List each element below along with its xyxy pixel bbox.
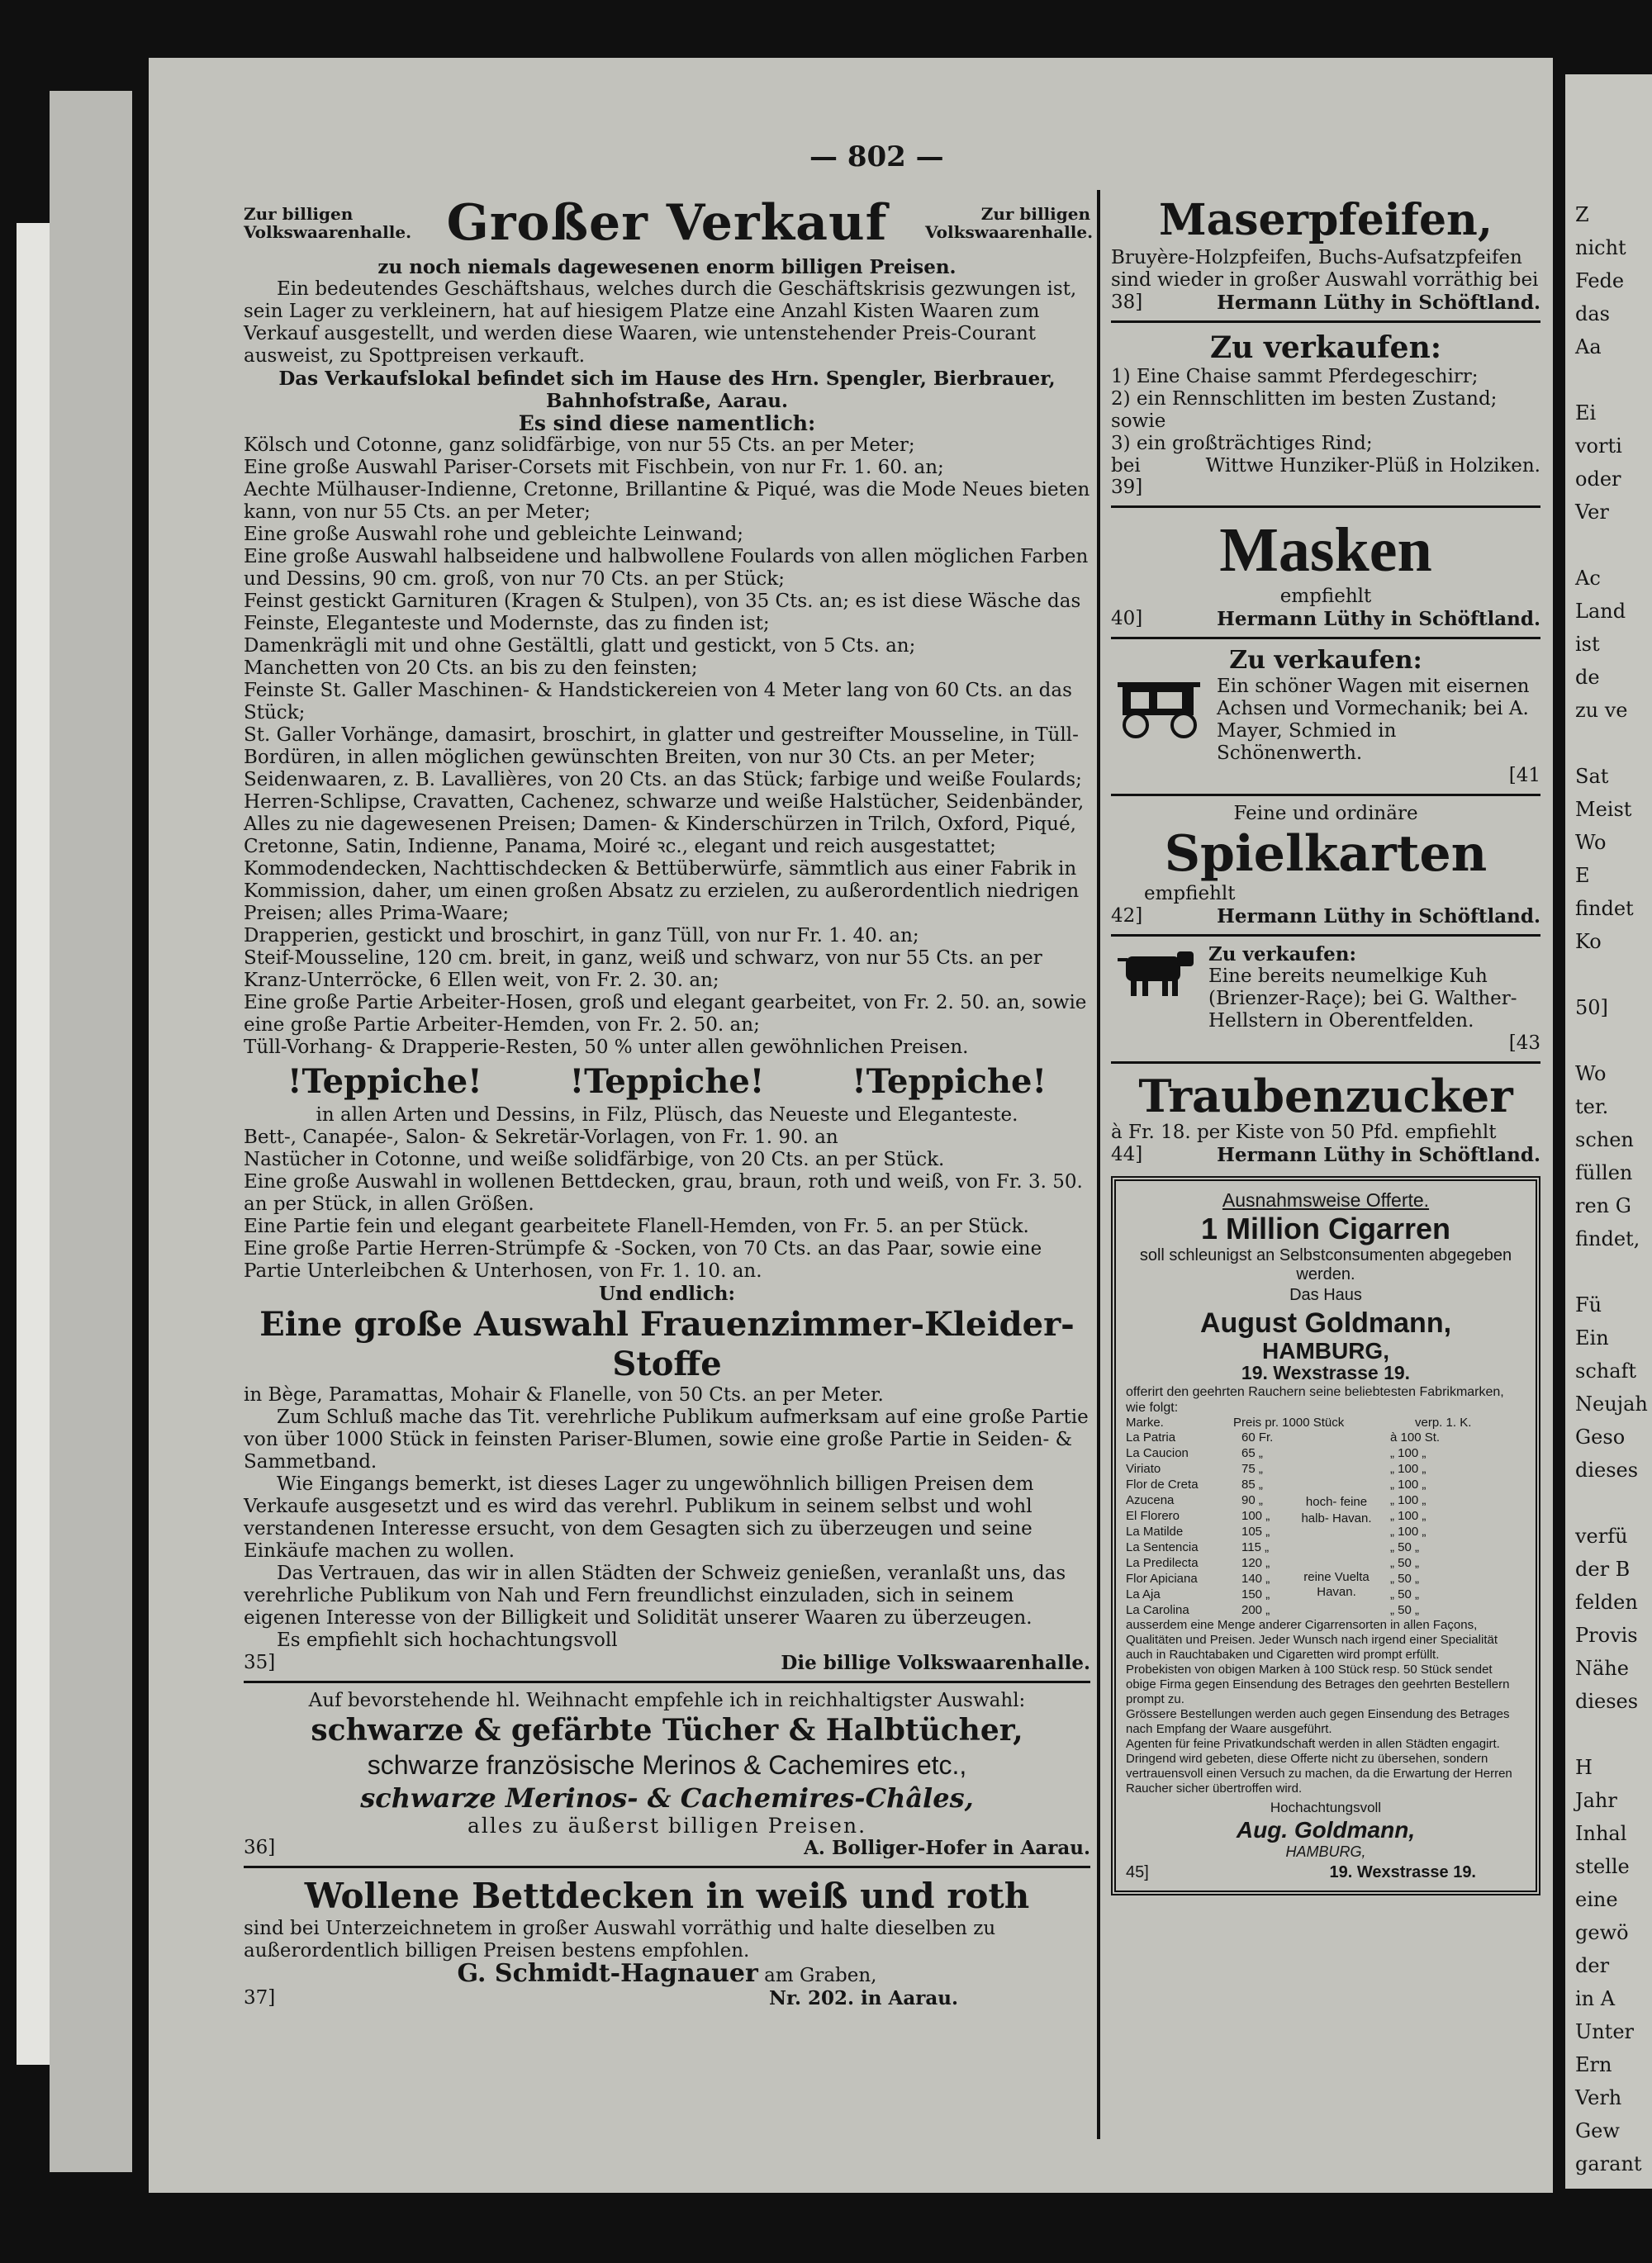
ad-number: 42]: [1111, 905, 1143, 927]
table-row: [1126, 1461, 1526, 1477]
table-cell: 75 „: [1241, 1462, 1263, 1476]
next-page-fragment: Neujah: [1575, 1392, 1648, 1416]
ad36-intro: Auf bevorstehende hl. Weihnacht empfehle ich in reichhaltigster Auswahl:: [308, 1690, 1026, 1711]
list-item: Damenkrägli mit und ohne Gestältli, glatt und gestickt, von 5 Cts. an;: [244, 635, 916, 657]
next-page-fragment: [1570, 1024, 1652, 1057]
next-page-fragment: ist: [1575, 633, 1600, 656]
ad43-heading: Zu verkaufen:: [1208, 943, 1356, 965]
table-cell: „ 50 „: [1390, 1572, 1420, 1586]
ad35-location: Das Verkaufslokal befindet sich im Hause des Hrn. Spengler, Bierbrauer, Bahnhofstraße, Aarau.: [278, 368, 1056, 412]
table-cell: „ 100 „: [1390, 1446, 1427, 1460]
ad45-sig-city: HAMBURG,: [1285, 1843, 1366, 1860]
ad39-heading: Zu verkaufen:: [1209, 330, 1442, 365]
stoffe-heading: Eine große Auswahl Frauenzimmer-Kleider-Stoffe: [259, 1305, 1075, 1383]
ad44-signature: Hermann Lüthy in Schöftland.: [1217, 1144, 1540, 1166]
table-cell: La Sentencia: [1126, 1540, 1199, 1554]
ad40-heading: Masken: [1219, 515, 1432, 585]
ad45-offer: Ausnahmsweise Offerte.: [1222, 1189, 1430, 1211]
next-page-fragment: zu ve: [1575, 699, 1628, 722]
list-item: Kölsch und Cotonne, ganz solidfärbige, von nur 55 Cts. an per Meter;: [244, 434, 915, 456]
next-page-fragment: Verh: [1575, 2086, 1622, 2109]
list-item: Kranz-Unterröcke, 6 Ellen weit, von Fr. 2. 30. an;: [244, 970, 719, 991]
next-page-fragment: Fü: [1575, 1293, 1602, 1317]
list-item: Eine große Partie Herren-Strümpfe & -Socken, von 70 Cts. an das Paar, sowie eine Partie Unterleibchen & Unterhosen, von Fr. 1. 10. an.: [244, 1238, 1042, 1282]
list-item: Kommodendecken, Nachttischdecken & Bettüberwürfe, sämmtlich aus einer Fabrik in Kommission, daher, um einen großen Absatz zu erzielen, zu außerordentlich niedrigen Preisen; alles Prima-Waare;: [244, 858, 1080, 924]
table-row: [1126, 1555, 1526, 1571]
ad39-sig-row: [1111, 455, 1540, 477]
teppiche-label: !Teppiche!: [287, 1062, 482, 1101]
table-cell: Viriato: [1126, 1462, 1161, 1476]
table-cell: „ 50 „: [1390, 1603, 1420, 1617]
table-header-cell: verp. 1. K.: [1415, 1416, 1472, 1430]
table-row: [1126, 1477, 1526, 1492]
list-item: Eine Partie fein und elegant gearbeitete Flanell-Hemden, von Fr. 5. an per Stück.: [244, 1216, 1029, 1237]
next-page-fragment: Jahr: [1575, 1789, 1617, 1812]
ad45-city: HAMBURG,: [1262, 1338, 1389, 1364]
ad35-signature: Die billige Volkswaarenhalle.: [781, 1652, 1090, 1674]
ad45-street: 19. Wexstrasse 19.: [1241, 1362, 1411, 1383]
next-page-fragment: ter.: [1575, 1095, 1609, 1118]
ad41-text: Ein schöner Wagen mit eisernen Achsen und Vormechanik; bei A. Mayer, Schmied in Schönenwerth.: [1217, 676, 1530, 764]
table-row: [1126, 1540, 1526, 1555]
next-page-fragment: dieses: [1575, 1690, 1639, 1713]
list-item: Aechte Mülhauser-Indienne, Cretonne, Brillantine & Piqué, was die Mode Neues bieten kann, von nur 55 Cts. an per Meter;: [244, 479, 1090, 523]
table-cell: Flor Apiciana: [1126, 1572, 1198, 1586]
ad45-text: Agenten für feine Privatkundschaft werden in allen Städten engagirt.: [1126, 1737, 1500, 1751]
left-column: [244, 190, 1094, 2009]
next-page-fragment: E: [1575, 864, 1590, 887]
ad44-heading: Traubenzucker: [1138, 1070, 1513, 1122]
next-page-fragment: der B: [1575, 1558, 1631, 1581]
teppiche-heading: [244, 1062, 1090, 1101]
next-page-fragment: nicht: [1575, 236, 1626, 259]
ad-number: 40]: [1111, 608, 1143, 629]
list-item: Drapperien, gestickt und broschirt, in ganz Tüll, von nur Fr. 1. 40. an;: [244, 925, 919, 946]
ad43-text: Eine bereits neumelkige Kuh (Brienzer-Raçe); bei G. Walther-Hellstern in Oberentfelden.: [1208, 965, 1517, 1032]
next-page-fragment: felden: [1575, 1591, 1638, 1614]
closing-paragraph: Das Vertrauen, das wir in allen Städten der Schweiz genießen, veranlaßt uns, das verehrliche Publikum von Nah und Fern freundlichst einzuladen, sich in seinem eigenen Interesse von der Billigkeit und Solidität unserer Waaren zu überzeugen.: [244, 1563, 1066, 1629]
ad45-title: 1 Million Cigarren: [1200, 1212, 1451, 1245]
table-cell: 105 „: [1241, 1525, 1270, 1539]
ad44-footer: [1111, 1144, 1540, 1166]
ad-number: 36]: [244, 1837, 276, 1858]
next-page-fragment: Ac: [1575, 567, 1601, 590]
list-item: St. Galler Vorhänge, damasirt, broschirt, in glatter und gestreifter Mousseline, in Tüll-Bordüren, in allen möglichen gewünschten Breiten, von nur 30 Cts. an per Meter;: [244, 724, 1079, 768]
next-page-fragment: stelle: [1575, 1855, 1630, 1878]
next-page-fragment: Ei: [1575, 401, 1597, 425]
brace-upper: hoch- feine halb- Havan.: [1301, 1495, 1372, 1525]
next-page-fragment: Land: [1575, 600, 1626, 623]
und-endlich: Und endlich:: [599, 1283, 735, 1305]
ad36-line: schwarze Merinos- & Cachemires-Châles,: [360, 1782, 974, 1814]
ad35-item-list: [244, 434, 1090, 1059]
list-item: Herren-Schlipse, Cravatten, Cachenez, schwarze und weiße Halstücher, Seidenbänder, Alles zu nie dagewesenen Preisen; Damen- & Kinderschürzen in Trilch, Oxford, Piqué, Cretonne, Satin, Indienne, Panama, Moiré ꝛc., elegant und reich ausgestattet;: [244, 791, 1085, 857]
table-cell: 90 „: [1241, 1493, 1263, 1507]
next-page-fragment: Provis: [1575, 1624, 1638, 1647]
page-number: — 802 —: [809, 140, 944, 173]
ad45-intro: offerirt den geehrten Rauchern seine beliebtesten Fabrikmarken, wie folgt:: [1126, 1385, 1504, 1415]
ad42-footer: [1111, 905, 1540, 927]
next-page-fragment: Wo: [1575, 831, 1607, 854]
brace-lower: reine Vuelta Havan.: [1303, 1570, 1370, 1599]
next-page-fragment: Ko: [1575, 930, 1602, 953]
table-cell: „ 100 „: [1390, 1525, 1427, 1539]
table-cell: Flor de Creta: [1126, 1478, 1199, 1492]
next-page-fragment: Ein: [1575, 1326, 1609, 1350]
ad38-heading: Maserpfeifen,: [1159, 195, 1493, 245]
ad37-address: Nr. 202. in Aarau.: [768, 1987, 958, 2009]
next-page-fragment: Nähe: [1575, 1657, 1629, 1680]
table-cell: 150 „: [1241, 1587, 1270, 1601]
table-cell: 60 Fr.: [1241, 1430, 1274, 1445]
ad40-empfiehlt: empfiehlt: [1279, 586, 1372, 607]
next-page-fragment: schen: [1575, 1128, 1634, 1151]
divider: [1111, 505, 1540, 508]
ad42-empfiehlt: empfiehlt: [1144, 883, 1236, 904]
table-cell: La Caucion: [1126, 1446, 1189, 1460]
ad36-line: schwarze französische Merinos & Cachemires etc.,: [367, 1750, 967, 1780]
next-page-fragment: ren G: [1575, 1194, 1631, 1217]
next-page-fragment: Fede: [1575, 269, 1625, 292]
table-cell: 200 „: [1241, 1603, 1270, 1617]
next-page-fragment: füllen: [1575, 1161, 1633, 1184]
ad45-signature: Aug. Goldmann,: [1236, 1817, 1416, 1843]
cow-icon: [1111, 943, 1202, 1032]
next-page-fragment: [1570, 1718, 1652, 1751]
closing-paragraph: Zum Schluß mache das Tit. verehrliche Publikum aufmerksam auf eine große Partie von über 1000 Stück in feinsten Pariser-Blumen, sowie eine große Partie in Seiden- & Sammetband.: [244, 1407, 1089, 1473]
next-page-fragment: findet,: [1575, 1227, 1640, 1250]
next-page-fragment: verfü: [1575, 1525, 1628, 1548]
list-item: Tüll-Vorhang- & Drapperie-Resten, 50 % unter allen gewöhnlichen Preisen.: [244, 1037, 969, 1058]
list-item: Eine große Auswahl rohe und gebleichte Leinwand;: [244, 524, 744, 545]
next-page-fragment: Gew: [1575, 2119, 1620, 2142]
ad-number: 45]: [1126, 1863, 1149, 1881]
ad35-intro: Ein bedeutendes Geschäftshaus, welches durch die Geschäftskrisis gezwungen ist, sein Lager zu verkleinern, hat auf hiesigem Platze eine Anzahl Kisten Waaren zum Verkauf ausgestellt, und werden diese Waaren, wie untenstehender Preis-Courant ausweist, zu Spottpreisen verkauft.: [244, 278, 1077, 367]
newspaper-page: [149, 58, 1553, 2193]
table-cell: La Aja: [1126, 1587, 1161, 1601]
table-cell: Azucena: [1126, 1493, 1175, 1507]
ad42-heading: Spielkarten: [1164, 825, 1488, 883]
table-row: [1126, 1602, 1526, 1618]
divider: [244, 1866, 1090, 1868]
next-page-fragment: der: [1575, 1954, 1610, 1977]
ad43-text-block: [1208, 943, 1540, 1032]
ad41-heading: Zu verkaufen:: [1229, 646, 1422, 675]
table-cell: 120 „: [1241, 1556, 1270, 1570]
ad45-box: [1111, 1176, 1540, 1895]
book-edge: [50, 91, 132, 2172]
table-cell: „ 50 „: [1390, 1587, 1420, 1601]
next-page-fragment: [1570, 529, 1652, 562]
table-cell: 115 „: [1241, 1540, 1270, 1554]
table-cell: „ 50 „: [1390, 1540, 1420, 1554]
table-cell: La Carolina: [1126, 1603, 1189, 1617]
next-page-fragment: [1570, 1255, 1652, 1288]
list-item: Feinste St. Galler Maschinen- & Handstickereien von 4 Meter lang von 60 Cts. an das Stück;: [244, 680, 1072, 723]
next-page-fragment: schaft: [1575, 1359, 1637, 1383]
ad45-text: Probekisten von obigen Marken à 100 Stück resp. 50 Stück sendet obige Firma gegen Einsendung des Betrages den geehrten Bestellern prompt zu.: [1126, 1663, 1510, 1706]
next-page-fragment: Ern: [1575, 2053, 1612, 2076]
divider: [1111, 1061, 1540, 1064]
next-page-fragment: eine: [1575, 1888, 1618, 1911]
side-label-left: Zur billigen Volkswaarenhalle.: [244, 204, 412, 242]
table-row: [1126, 1430, 1526, 1445]
table-header-cell: Marke.: [1126, 1416, 1164, 1430]
ad42-signature: Hermann Lüthy in Schöftland.: [1217, 905, 1540, 927]
closing-paragraph: Wie Eingangs bemerkt, ist dieses Lager zu ungewöhnlich billigen Preisen dem Verkaufe ausgesetzt und es wird das verehrl. Publikum in seinem selbst und wohl verstandenen Interesse ersucht, von dem Gesagten sich zu überzeugen und seine Einkäufe machen zu wollen.: [244, 1473, 1034, 1562]
next-page-fragment: [1570, 1487, 1652, 1520]
ad44-text: à Fr. 18. per Kiste von 50 Pfd. empfiehlt: [1111, 1122, 1497, 1143]
next-page-edge: [1565, 74, 1652, 2189]
next-page-fragment: H: [1575, 1756, 1593, 1779]
ad37-footer: [244, 1987, 1090, 2009]
table-cell: 140 „: [1241, 1572, 1270, 1586]
list-item: Eine große Partie Arbeiter-Hosen, groß und elegant gearbeitet, von Fr. 2. 50. an, sowie eine große Partie Arbeiter-Hemden, von Fr. 2. 50. an;: [244, 992, 1087, 1036]
next-page-fragment: findet: [1575, 897, 1634, 920]
ad38-text: Bruyère-Holzpfeifen, Buchs-Aufsatzpfeifen sind wieder in großer Auswahl vorräthig bei: [1111, 247, 1539, 291]
column-rule: [1097, 190, 1100, 2139]
next-page-fragment: in A: [1575, 1987, 1616, 2010]
next-page-fragment: oder: [1575, 467, 1621, 491]
table-cell: La Predilecta: [1126, 1556, 1199, 1570]
next-page-fragment: [1570, 363, 1652, 396]
table-cell: „ 100 „: [1390, 1509, 1427, 1523]
ad37-heading: Wollene Bettdecken in weiß und roth: [304, 1876, 1030, 1916]
ad-number: 38]: [1111, 292, 1143, 313]
next-page-fragment: 50]: [1575, 996, 1608, 1019]
list-item: 1) Eine Chaise sammt Pferdegeschirr;: [1111, 366, 1479, 387]
list-item: Bett-, Canapée-, Salon- & Sekretär-Vorlagen, von Fr. 1. 90. an: [244, 1127, 838, 1148]
table-cell: „ 50 „: [1390, 1556, 1420, 1570]
ad35-footer: [244, 1652, 1090, 1674]
divider: [244, 1681, 1090, 1683]
next-page-fragment: Unter: [1575, 2020, 1635, 2043]
table-cell: La Matilde: [1126, 1525, 1184, 1539]
table-header-cell: Preis pr. 1000 Stück: [1233, 1416, 1345, 1430]
divider: [1111, 320, 1540, 323]
ad-number: 37]: [244, 1987, 276, 2009]
teppiche-label: !Teppiche!: [852, 1062, 1047, 1101]
list-item: Steif-Mousseline, 120 cm. breit, in ganz, weiß und schwarz, von nur 55 Cts. an per: [244, 947, 1042, 969]
list-item: Nastücher in Cotonne, und weiße solidfärbige, von 20 Cts. an per Stück.: [244, 1149, 945, 1170]
ad35-header: [244, 190, 1094, 256]
closing-paragraph: Es empfiehlt sich hochachtungsvoll: [277, 1630, 618, 1651]
ad42-pretitle: Feine und ordinäre: [1233, 803, 1418, 824]
ad45-das-haus: Das Haus: [1289, 1286, 1362, 1304]
ad-number: [41: [1508, 765, 1540, 786]
next-page-fragment: Wo: [1575, 1062, 1607, 1085]
ad36-footer: [244, 1837, 1090, 1859]
list-item: Feinst gestickt Garnituren (Kragen & Stulpen), von 35 Cts. an; es ist diese Wäsche das Feinste, Eleganteste und Modernste, das zu finden ist;: [244, 591, 1081, 634]
ad41-body: [1111, 676, 1540, 765]
ad45-sub: soll schleunigst an Selbstconsumenten abgegeben werden.: [1139, 1246, 1512, 1283]
ad37-signature: G. Schmidt-Hagnauer: [457, 1959, 758, 1988]
ad45-footer: [1126, 1863, 1526, 1882]
ad39-bei: bei: [1111, 455, 1141, 477]
stoffe-text: in Bège, Paramattas, Mohair & Flanelle, von 50 Cts. an per Meter.: [244, 1384, 884, 1406]
table-cell: „ 100 „: [1390, 1493, 1427, 1507]
table-cell: 65 „: [1241, 1446, 1263, 1460]
ad45-text: ausserdem eine Menge anderer Cigarrensorten in allen Façons, Qualitäten und Preisen. Jeder Wunsch nach irgend einer Specialität auch in Rauchtabaken und Cigaretten wird prompt erfüllt.: [1126, 1618, 1498, 1662]
teppiche-label: !Teppiche!: [569, 1062, 765, 1101]
ad-number: 44]: [1111, 1144, 1143, 1165]
next-page-fragment: [1570, 958, 1652, 991]
ad45-sig-street: 19. Wexstrasse 19.: [1329, 1863, 1476, 1881]
next-page-fragment: [1570, 727, 1652, 760]
ad35-list-heading: Es sind diese namentlich:: [518, 411, 816, 435]
table-cell: à 100 St.: [1390, 1430, 1441, 1445]
next-page-fragment: de: [1575, 666, 1600, 689]
next-page-fragment: Geso: [1575, 1426, 1626, 1449]
ad37-sig-tail: am Graben,: [764, 1965, 877, 1986]
divider: [1111, 934, 1540, 937]
ad37-text: sind bei Unterzeichnetem in großer Auswahl vorräthig und halte dieselben zu außerordentlich billigen Preisen bestens empfohlen.: [244, 1918, 996, 1962]
table-cell: 100 „: [1241, 1509, 1270, 1523]
next-page-fragment: Z: [1575, 203, 1589, 226]
list-item: Eine große Auswahl halbseidene und halbwollene Foulards von allen möglichen Farben und Dessins, 90 cm. groß, von nur 70 Cts. an per Stück;: [244, 546, 1089, 590]
next-page-fragment: Aa: [1575, 335, 1602, 358]
table-cell: La Patria: [1126, 1430, 1176, 1445]
ad45-text: Dringend wird gebeten, diese Offerte nicht zu übersehen, sondern vertrauensvoll einen Versuch zu machen, da die Erwartung der Herren Raucher sicher übertroffen wird.: [1126, 1752, 1512, 1796]
ad-number: [43: [1508, 1032, 1540, 1054]
next-page-fragment: das: [1575, 302, 1610, 325]
table-row: [1126, 1445, 1526, 1461]
ad36-line: alles zu äußerst billigen Preisen.: [467, 1814, 867, 1838]
ad35-item-list-2: [244, 1104, 1090, 1283]
list-item: Eine große Auswahl Pariser-Corsets mit Fischbein, von nur Fr. 1. 60. an;: [244, 457, 944, 478]
list-item: 3) ein großträchtiges Rind;: [1111, 433, 1373, 454]
table-cell: „ 100 „: [1390, 1478, 1427, 1492]
ad38-signature: Hermann Lüthy in Schöftland.: [1217, 292, 1540, 314]
next-page-fragment: dieses: [1575, 1459, 1639, 1482]
next-page-fragment: Ver: [1575, 501, 1609, 524]
ad38-footer: [1111, 292, 1540, 314]
list-item: Eine große Auswahl in wollenen Bettdecken, grau, braun, roth und weiß, von Fr. 3. 50. an per Stück, in allen Größen.: [244, 1171, 1083, 1215]
ad35-subheadline: zu noch niemals dagewesenen enorm billigen Preisen.: [377, 256, 957, 278]
cigar-table: [1126, 1430, 1526, 1618]
list-item: in allen Arten und Dessins, in Filz, Plüsch, das Neueste und Eleganteste.: [316, 1104, 1018, 1126]
ad36-signature: A. Bolliger-Hofer in Aarau.: [804, 1837, 1090, 1859]
table-cell: El Florero: [1126, 1509, 1180, 1523]
list-item: Seidenwaaren, z. B. Lavallières, von 20 Cts. an das Stück; farbige und weiße Foulards;: [244, 769, 1082, 790]
ad40-footer: [1111, 608, 1540, 630]
carriage-icon: [1111, 676, 1210, 765]
ad45-text: Grössere Bestellungen werden auch gegen Einsendung des Betrages nach Empfang der Waare ausgeführt.: [1126, 1707, 1510, 1736]
divider: [1111, 637, 1540, 639]
next-page-fragment: Inhal: [1575, 1822, 1627, 1845]
next-page-fragment: Meist: [1575, 798, 1632, 821]
next-page-fragment: garant: [1575, 2152, 1642, 2175]
ad35-headline: Großer Verkauf: [446, 194, 888, 252]
next-page-text: [1565, 74, 1652, 2180]
side-label-right: Zur billigen Volkswaarenhalle.: [925, 204, 1094, 242]
ad43-body: [1111, 943, 1540, 1032]
next-page-fragment: gewö: [1575, 1921, 1629, 1944]
ad37-signature-line: [244, 1959, 1090, 1988]
table-cell: 85 „: [1241, 1478, 1263, 1492]
next-page-fragment: Sat: [1575, 765, 1609, 788]
cigar-table-header: [1126, 1416, 1526, 1430]
ad39-signature: Wittwe Hunziker-Plüß in Holziken.: [1205, 455, 1540, 477]
ad40-signature: Hermann Lüthy in Schöftland.: [1217, 608, 1540, 630]
right-column: [1111, 194, 1540, 1895]
next-page-fragment: vorti: [1575, 434, 1622, 458]
ad45-firm: August Goldmann,: [1199, 1307, 1452, 1339]
ad36-line: schwarze & gefärbte Tücher & Halbtücher,: [311, 1713, 1023, 1748]
ad-number: 39]: [1111, 477, 1143, 498]
divider: [1111, 794, 1540, 796]
ad-number: 35]: [244, 1652, 276, 1673]
list-item: 2) ein Rennschlitten im besten Zustand; sowie: [1111, 388, 1498, 432]
list-item: Manchetten von 20 Cts. an bis zu den feinsten;: [244, 657, 698, 679]
ad45-closing: Hochachtungsvoll: [1270, 1800, 1382, 1815]
table-cell: „ 100 „: [1390, 1462, 1427, 1476]
